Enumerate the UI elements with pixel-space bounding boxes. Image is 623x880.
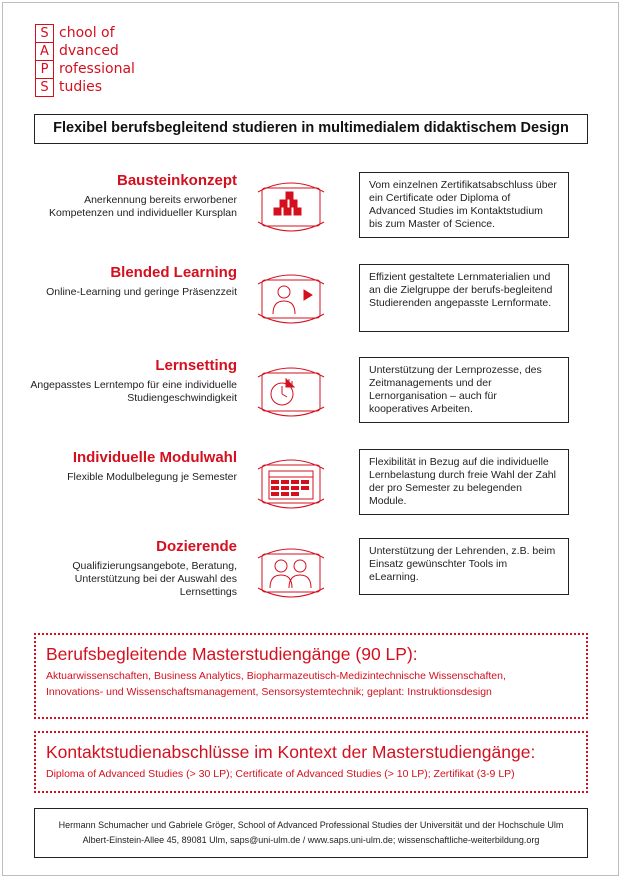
feature-box: Effizient gestaltete Lernmaterialien und an die Zielgruppe der berufs-begleitend Studierenden angepasste Lernformate. — [359, 264, 569, 332]
logo-words — [59, 25, 219, 97]
logo-word: chool of — [59, 25, 115, 41]
page-title: Flexibel berufsbegleitend studieren in multimedialem didaktischem Design — [34, 114, 588, 144]
logo-letter: P — [36, 60, 53, 78]
logo-letter: S — [40, 26, 49, 41]
masterstudiengaenge-line: Innovations- und Wissenschaftsmanagement, Sensorsystemtechnik; geplant: Instruktionsdesign — [46, 686, 492, 698]
logo-word: rofessional — [59, 61, 135, 77]
masterstudiengaenge-line: Aktuarwissenschaften, Business Analytics, Biopharmazeutisch-Medizintechnische Wissenschaften, — [46, 670, 506, 682]
feature-description: Online-Learning und geringe Präsenzzeit — [46, 286, 237, 298]
feature-heading: Individuelle Modulwahl — [72, 449, 237, 466]
feature-box: Vom einzelnen Zertifikatsabschluss über ein Certificate oder Diploma of Advanced Studies im Kontaktstudium bis zum Master of Science. — [359, 172, 569, 238]
feature-row-blended-learning — [0, 264, 623, 354]
masterstudiengaenge-box — [34, 633, 588, 719]
feature-heading: Blended Learning — [110, 264, 237, 281]
logo-letters — [35, 24, 54, 97]
feature-description: Anerkennung bereits erworbener Kompetenzen und individueller Kursplan — [49, 194, 237, 219]
calendar-grid-icon — [256, 455, 326, 513]
footer — [34, 808, 588, 858]
feature-description: Flexible Modulbelegung je Semester — [67, 471, 237, 483]
feature-heading: Lernsetting — [155, 357, 237, 374]
feature-row-dozierende — [0, 538, 623, 628]
clock-chart-icon — [256, 363, 326, 421]
footer-address: Albert-Einstein-Allee 45, 89081 Ulm, saps@uni-ulm.de / www.saps.uni-ulm.de; wissenschaftliche-weiterbildung.org — [82, 835, 540, 845]
feature-box: Unterstützung der Lehrenden, z.B. beim Einsatz gewünschter Tools im eLearning. — [359, 538, 569, 595]
logo-letter: S — [36, 78, 53, 96]
feature-description: Qualifizierungsangebote, Beratung, Unterstützung bei der Auswahl des Lernsettings — [72, 560, 237, 598]
feature-row-bausteinkonzept — [0, 172, 623, 262]
feature-row-individuelle-modulwahl — [0, 449, 623, 539]
feature-heading: Bausteinkonzept — [116, 172, 237, 189]
masterstudiengaenge-heading: Berufsbegleitende Masterstudiengänge (90 LP): — [46, 644, 418, 664]
feature-heading: Dozierende — [156, 538, 237, 555]
two-persons-icon — [256, 544, 326, 602]
logo-letter: A — [36, 42, 53, 60]
feature-box: Flexibilität in Bezug auf die individuelle Lernbelastung durch freie Wahl der Zahl der pro Semester zu belegenden Module. — [359, 449, 569, 515]
kontaktstudien-line: Diploma of Advanced Studies (> 30 LP); Certificate of Advanced Studies (> 10 LP); Zertifikat (3-9 LP) — [46, 768, 515, 780]
feature-box: Unterstützung der Lernprozesse, des Zeitmanagements und der Lernorganisation – auch für kooperatives Arbeiten. — [359, 357, 569, 423]
video-learner-icon — [256, 270, 326, 328]
feature-row-lernsetting — [0, 357, 623, 447]
kontaktstudien-box — [34, 731, 588, 793]
kontaktstudien-heading: Kontaktstudienabschlüsse im Kontext der Masterstudiengänge: — [46, 742, 536, 762]
footer-authors: Hermann Schumacher und Gabriele Gröger, School of Advanced Professional Studies der Universität und der Hochschule Ulm — [58, 820, 564, 830]
cubes-icon — [256, 178, 326, 236]
logo-word: tudies — [59, 79, 103, 95]
feature-description: Angepasstes Lerntempo für eine individuelle Studiengeschwindigkeit — [30, 379, 237, 404]
logo-word: dvanced — [59, 43, 119, 59]
